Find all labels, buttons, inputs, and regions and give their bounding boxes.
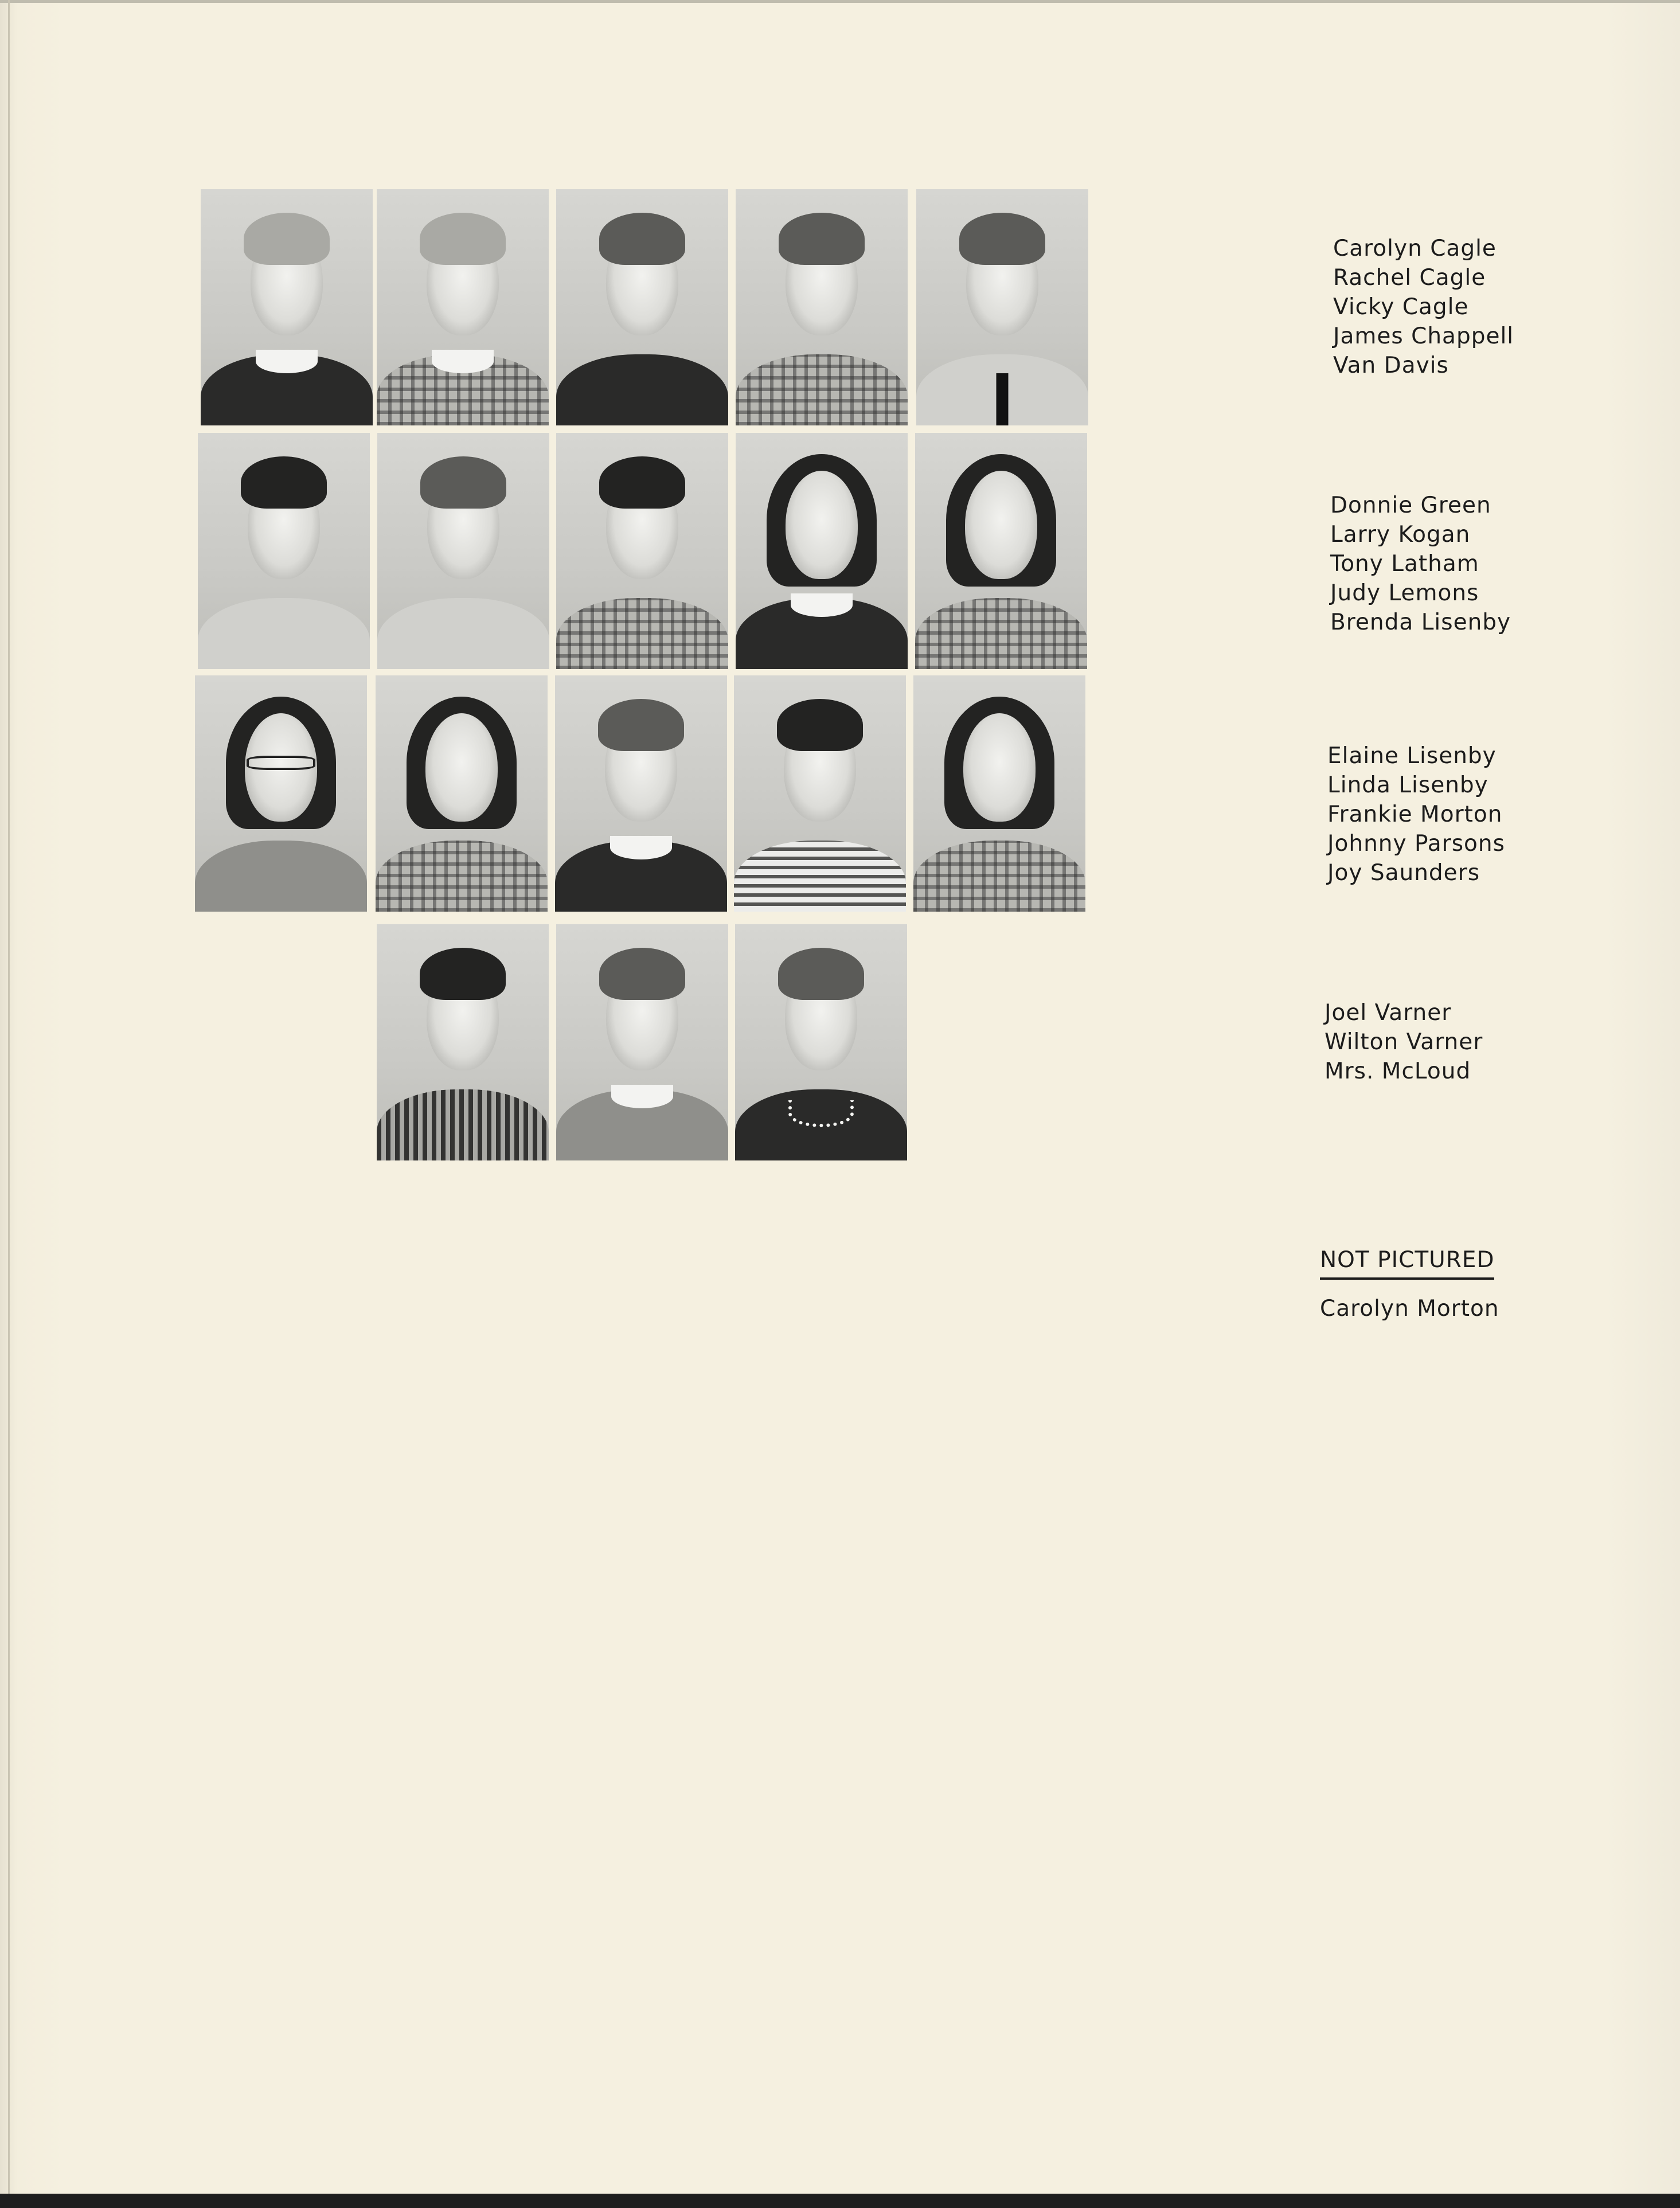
portrait-van-davis [916, 189, 1088, 425]
name-carolyn-morton: Carolyn Morton [1320, 1296, 1499, 1322]
portrait-rachel-cagle [377, 189, 549, 425]
portrait-tony-latham [556, 433, 728, 669]
portrait-elaine-lisenby [195, 675, 367, 912]
portrait-james-chappell [736, 189, 908, 425]
names-row-1 [1333, 234, 1514, 380]
portrait-joel-varner [377, 924, 549, 1160]
portrait-donnie-green [198, 433, 370, 669]
portrait-linda-lisenby [376, 675, 548, 912]
portrait-carolyn-cagle [201, 189, 373, 425]
name-van-davis: Van Davis [1333, 353, 1449, 378]
name-tony-latham: Tony Latham [1330, 551, 1479, 577]
name-vicky-cagle: Vicky Cagle [1333, 294, 1469, 320]
name-johnny-parsons: Johnny Parsons [1327, 831, 1505, 857]
name-linda-lisenby: Linda Lisenby [1327, 772, 1488, 798]
portrait-johnny-parsons [734, 675, 906, 912]
names-row-2 [1330, 491, 1511, 637]
name-joel-varner: Joel Varner [1325, 1000, 1452, 1026]
portrait-vicky-cagle [556, 189, 728, 425]
names-row-3 [1327, 741, 1505, 888]
name-carolyn-cagle: Carolyn Cagle [1333, 236, 1497, 261]
page-bottom-edge [0, 2194, 1680, 2208]
portrait-frankie-morton [555, 675, 727, 912]
name-larry-kogan: Larry Kogan [1330, 522, 1471, 548]
not-pictured-heading: NOT PICTURED [1320, 1247, 1494, 1280]
name-mrs-mcloud: Mrs. McLoud [1325, 1058, 1471, 1084]
binding-gutter [8, 0, 10, 2208]
portrait-wilton-varner [556, 924, 728, 1160]
portrait-joy-saunders [913, 675, 1085, 912]
name-rachel-cagle: Rachel Cagle [1333, 265, 1486, 291]
name-james-chappell: James Chappell [1333, 323, 1514, 349]
name-donnie-green: Donnie Green [1330, 493, 1491, 518]
name-judy-lemons: Judy Lemons [1330, 580, 1479, 606]
name-frankie-morton: Frankie Morton [1327, 802, 1503, 827]
portrait-larry-kogan [377, 433, 549, 669]
name-brenda-lisenby: Brenda Lisenby [1330, 609, 1511, 635]
name-wilton-varner: Wilton Varner [1325, 1029, 1483, 1055]
name-elaine-lisenby: Elaine Lisenby [1327, 743, 1497, 769]
portrait-judy-lemons [736, 433, 908, 669]
name-joy-saunders: Joy Saunders [1327, 860, 1480, 886]
page-top-edge [0, 0, 1680, 3]
portrait-brenda-lisenby [915, 433, 1087, 669]
portrait-mrs-mcloud [735, 924, 907, 1160]
names-row-4 [1325, 998, 1483, 1086]
